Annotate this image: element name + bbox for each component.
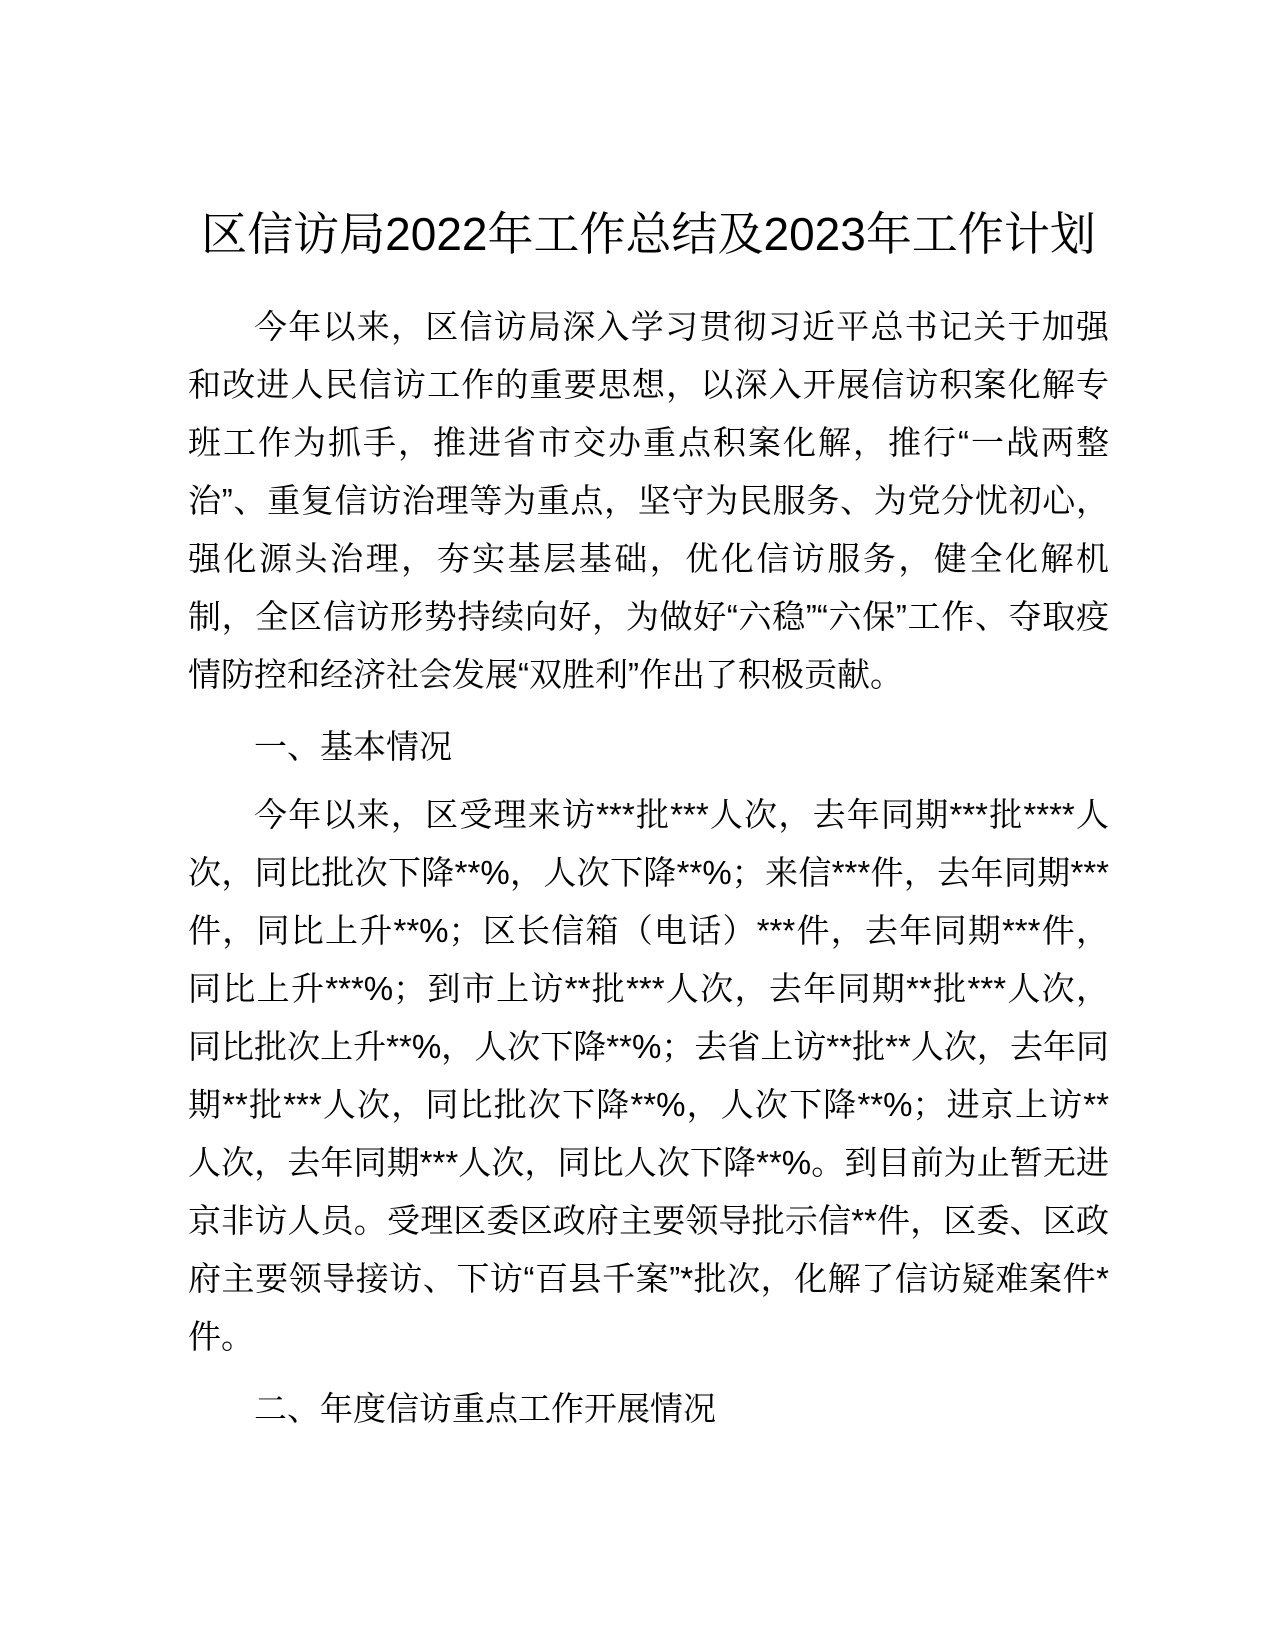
section-heading-basic-situation: 一、基本情况 bbox=[254, 728, 452, 765]
paragraph-intro: 今年以来，区信访局深入学习贯彻习近平总书记关于加强和改进人民信访工作的重要思想，以深入开展信访积案化解专班工作为抓手，推进省市交办重点积案化解，推行“一战两整治”、重复信访治理等为重点，坚守为民服务、为党分忧初心，强化源头治理，夯实基层基础，优化信访服务，健全化解机制，全区信访形势持续向好，为做好“六稳”“六保”工作、夺取疫情防控和经济社会发展“双胜利”作出了积极贡献。 bbox=[188, 308, 1109, 693]
section-heading-key-work: 二、年度信访重点工作开展情况 bbox=[254, 1390, 716, 1427]
paragraph-statistics: 今年以来，区受理来访***批***人次，去年同期***批****人次，同比批次下降**%，人次下降**%；来信***件，去年同期***件，同比上升**%；区长信箱（电话）***件，去年同期***件，同比上升***%；到市上访**批***人次，去年同期**批***人次，同比批次上升**%，人次下降**%；去省上访**批**人次，去年同期**批***人次，同比批次下降**%，人次下降**%；进京上访**人次，去年同期***人次，同比人次下降**%。到目前为止暂无进京非访人员。受理区委区政府主要领导批示信**件，区委、区政府主要领导接访、下访“百县千案”*批次，化解了信访疑难案件*件。 bbox=[188, 796, 1109, 1355]
document-content bbox=[188, 203, 1109, 1448]
document-title: 区信访局2022年工作总结及2023年工作计划 bbox=[201, 208, 1096, 260]
